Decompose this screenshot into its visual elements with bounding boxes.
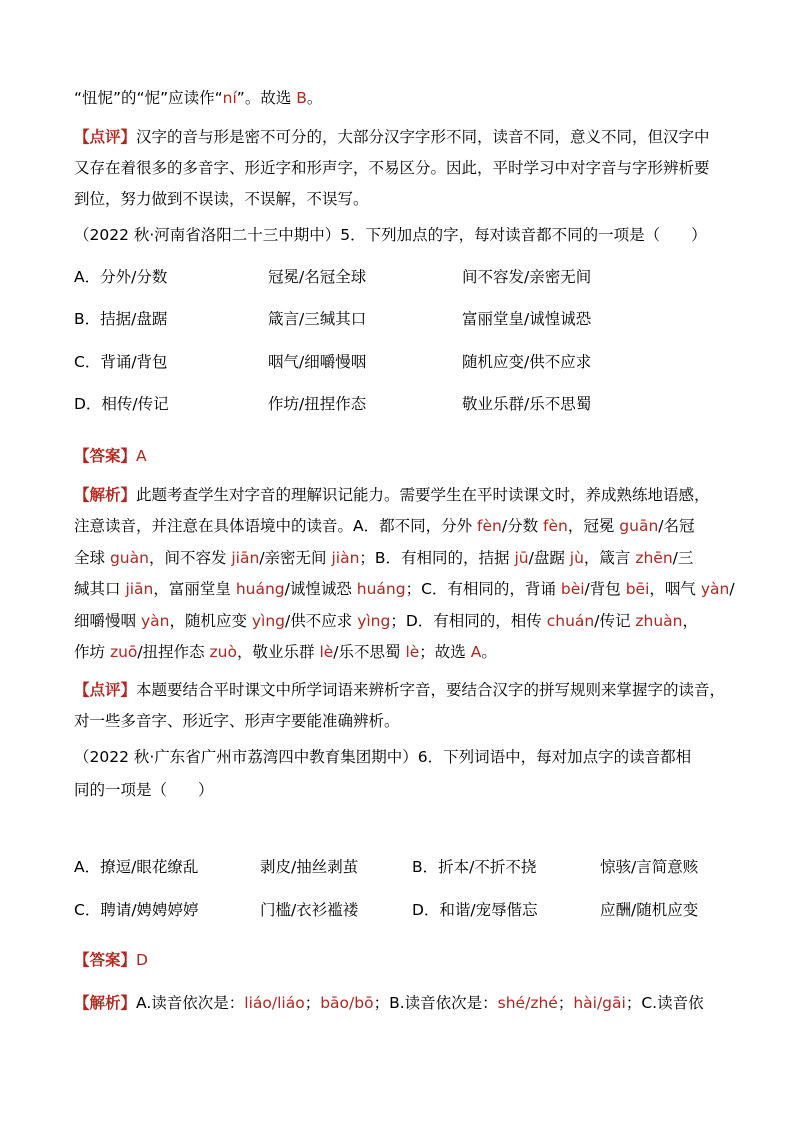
text-run: 缄其口: [74, 580, 126, 598]
pinyin-answer: bēi: [625, 580, 650, 598]
pinyin-answer: lè: [405, 643, 420, 661]
text-run: 作坊: [74, 643, 110, 661]
text-run: 全球: [74, 549, 110, 567]
q6-option-cell: B．折本/不折不挠: [412, 858, 537, 876]
text-run: ”。故选: [236, 89, 297, 107]
q5-option-cell: 箴言/三缄其口: [268, 310, 367, 328]
text-run: ；故选: [419, 643, 471, 661]
pinyin-answer: zuō: [109, 643, 138, 661]
text-run: “忸怩”的“怩”应读作“: [74, 89, 223, 107]
text-run: /背包: [584, 580, 626, 598]
pinyin-answer: yàn: [700, 580, 730, 598]
text-line: [74, 515, 695, 537]
pinyin-answer: yìng: [251, 612, 286, 630]
pinyin-answer: fèn: [477, 517, 502, 535]
text-run: /扭捏作态: [137, 643, 210, 661]
text-line: [74, 779, 214, 801]
q5-option-cell: 作坊/扭捏作态: [268, 395, 367, 413]
text-line: [74, 992, 704, 1014]
q5-option-cell: 咽气/细嚼慢咽: [268, 353, 367, 371]
text-run: （2022 秋·河南省洛阳二十三中期中）5．下列加点的字，每对读音都不同的一项是（ ）: [74, 226, 707, 244]
text-run: /: [729, 580, 735, 598]
q6-option-cell: C．聘请/娉娉婷婷: [74, 901, 199, 919]
pinyin-answer: bèi: [560, 580, 585, 598]
text-line: [74, 224, 707, 246]
text-line: [74, 87, 322, 109]
text-run: 到位，努力做到不误读，不误解，不误写。: [74, 190, 369, 208]
text-run: /乐不思蜀: [333, 643, 406, 661]
pinyin-answer: zhēn: [635, 549, 673, 567]
q5-option-cell: A．分外/分数: [74, 268, 168, 286]
pinyin-answer: jiān: [231, 549, 260, 567]
section-tag: 【答案】: [74, 951, 137, 969]
q6-option-cell: 门槛/衣衫褴褛: [260, 901, 359, 919]
text-run: ，敬业乐群: [237, 643, 320, 661]
text-line: [74, 746, 691, 768]
text-run: 。: [481, 643, 497, 661]
section-tag: 【点评】: [74, 681, 137, 699]
text-run: （2022 秋·广东省广州市荔湾四中教育集团期中）6．下列词语中，每对加点字的读音都相: [74, 748, 692, 766]
text-run: ，富丽堂皇: [153, 580, 236, 598]
pinyin-answer: guàn: [109, 549, 149, 567]
text-line: [74, 188, 369, 210]
pinyin-answer: huáng: [356, 580, 406, 598]
text-run: 汉字的音与形是密不可分的，大部分汉字字形不同，读音不同，意义不同，但汉字中: [136, 128, 710, 146]
pinyin-answer: yìng: [357, 612, 391, 630]
text-run: 。: [306, 89, 323, 107]
text-line: [74, 547, 693, 569]
q6-option-cell: 剥皮/抽丝剥茧: [260, 858, 359, 876]
pinyin-answer: bāo/bō: [320, 994, 374, 1012]
pinyin-answer: zuò: [209, 643, 237, 661]
text-run: ；: [304, 994, 321, 1012]
text-run: /盘踞: [528, 549, 570, 567]
q5-option-cell: D．相传/传记: [74, 395, 169, 413]
text-line: [74, 445, 147, 467]
pinyin-answer: A: [470, 643, 482, 661]
text-run: /亲密无间: [259, 549, 332, 567]
pinyin-answer: lè: [319, 643, 334, 661]
q5-option-cell: 间不容发/亲密无间: [462, 268, 592, 286]
text-run: ；B．有相同的，拮据: [359, 549, 515, 567]
text-run: ，: [682, 612, 698, 630]
pinyin-answer: ní: [222, 89, 237, 107]
section-tag: 【答案】: [74, 447, 137, 465]
pinyin-answer: jiàn: [331, 549, 360, 567]
text-line: [74, 679, 725, 701]
pinyin-answer: shé/zhé: [497, 994, 558, 1012]
text-run: ；B.读音依次是：: [373, 994, 498, 1012]
text-line: [74, 710, 400, 732]
pinyin-answer: A: [136, 447, 147, 465]
pinyin-answer: yàn: [140, 612, 170, 630]
text-line: [74, 610, 698, 632]
q5-option-cell: B．拮据/盘踞: [74, 310, 168, 328]
pinyin-answer: hài/gāi: [573, 994, 626, 1012]
q5-option-cell: 冠冕/名冠全球: [268, 268, 367, 286]
text-run: ，冠冕: [567, 517, 620, 535]
q5-option-cell: 敬业乐群/乐不思蜀: [462, 395, 592, 413]
q5-option-cell: 随机应变/供不应求: [462, 353, 592, 371]
text-run: ；D．有相同的，相传: [390, 612, 547, 630]
q6-option-cell: 惊骇/言简意赅: [600, 858, 699, 876]
pinyin-answer: guān: [619, 517, 659, 535]
pinyin-answer: chuán: [546, 612, 595, 630]
pinyin-answer: jiān: [125, 580, 154, 598]
text-run: ，随机应变: [169, 612, 252, 630]
pinyin-answer: D: [136, 951, 148, 969]
text-run: 又存在着很多的多音字、形近字和形声字，不易区分。因此，平时学习中对字音与字形辨析要: [74, 159, 710, 177]
text-run: 此题考查学生对字音的理解识记能力。需要学生在平时读课文时，养成熟练地语感，: [136, 486, 710, 504]
text-run: /供不应求: [285, 612, 358, 630]
text-line: [74, 484, 710, 506]
q6-option-cell: D．和谐/宠辱偕忘: [412, 901, 538, 919]
text-run: ；C．有相同的，背诵: [405, 580, 561, 598]
text-run: 本题要结合平时课文中所学词语来辨析字音，要结合汉字的拼写规则来掌握字的读音，: [136, 681, 726, 699]
q6-option-cell: 应酬/随机应变: [600, 901, 699, 919]
text-run: 注意读音，并注意在具体语境中的读音。A．都不同，分外: [74, 517, 478, 535]
text-line: [74, 157, 710, 179]
text-line: [74, 949, 148, 971]
text-run: 细嚼慢咽: [74, 612, 141, 630]
text-run: ，间不容发: [148, 549, 232, 567]
text-run: ；: [557, 994, 574, 1012]
pinyin-answer: huáng: [235, 580, 285, 598]
section-tag: 【点评】: [74, 128, 137, 146]
text-line: [74, 578, 735, 600]
text-run: /诚惶诚恐: [284, 580, 357, 598]
text-run: /名冠: [658, 517, 695, 535]
text-run: /传记: [594, 612, 636, 630]
text-run: A.读音依次是：: [136, 994, 245, 1012]
text-run: /分数: [501, 517, 544, 535]
text-run: 对一些多音字、形近字、形声字要能准确辨析。: [74, 712, 400, 730]
section-tag: 【解析】: [74, 486, 137, 504]
pinyin-answer: liáo/liáo: [244, 994, 305, 1012]
pinyin-answer: jū: [514, 549, 529, 567]
text-run: ；C.读音依: [625, 994, 704, 1012]
text-run: ，箴言: [583, 549, 636, 567]
q6-option-cell: A．撩逗/眼花缭乱: [74, 858, 199, 876]
text-line: [74, 641, 497, 663]
q5-option-cell: C．背诵/背包: [74, 353, 168, 371]
pinyin-answer: B: [296, 89, 307, 107]
text-line: [74, 126, 710, 148]
pinyin-answer: jù: [569, 549, 584, 567]
text-run: /三: [672, 549, 694, 567]
text-run: ，咽气: [649, 580, 701, 598]
pinyin-answer: fèn: [543, 517, 568, 535]
text-run: 同的一项是（ ）: [74, 781, 214, 799]
section-tag: 【解析】: [74, 994, 137, 1012]
pinyin-answer: zhuàn: [635, 612, 683, 630]
q5-option-cell: 富丽堂皇/诚惶诚恐: [462, 310, 592, 328]
